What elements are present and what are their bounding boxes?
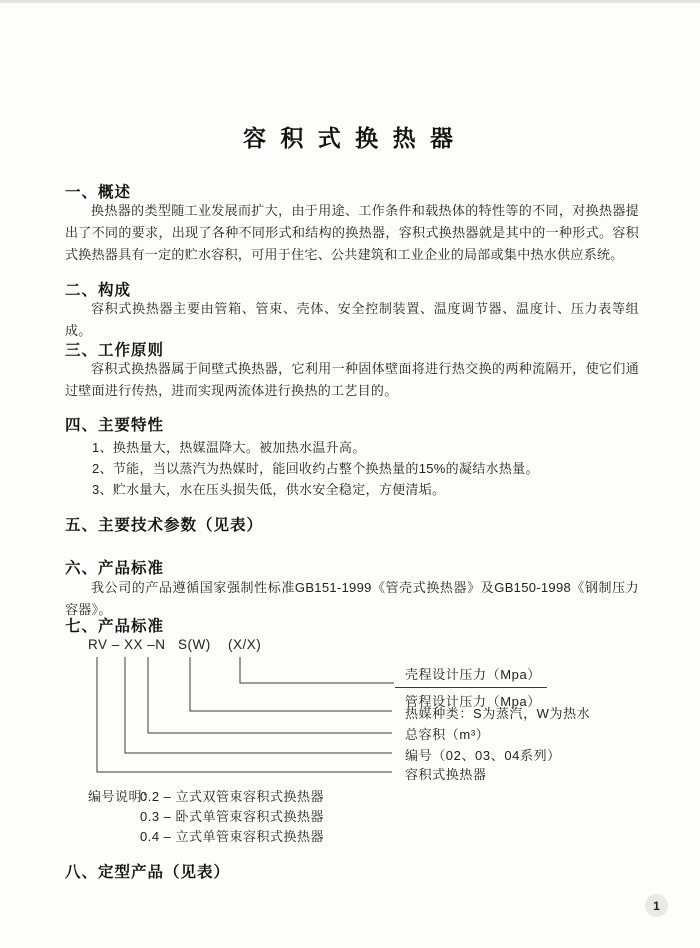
feature-item: 1、换热量大，热媒温降大。被加热水温升高。	[92, 440, 366, 455]
section-body-standard: 我公司的产品遵循国家强制性标准GB151-1999《管壳式换热器》及GB150-1998《钢制压力容器》。	[65, 580, 639, 617]
page-number: 1	[653, 898, 660, 913]
legend-item: 0.2 – 立式双管束容积式换热器	[140, 789, 325, 804]
label-tube-pressure: 管程设计压力（Mpa）	[405, 694, 541, 709]
label-series-number: 编号（02、03、04系列）	[405, 748, 561, 763]
feature-item: 2、节能，当以蒸汽为热媒时，能回收约占整个换热量的15%的凝结水热量。	[92, 461, 539, 476]
section-body-composition: 容积式换热器主要由管箱、管束、壳体、安全控制装置、温度调节器、温度计、压力表等组成。	[65, 301, 639, 338]
section-heading-products: 八、定型产品（见表）	[65, 864, 231, 881]
section-heading-parameters: 五、主要技术参数（见表）	[65, 517, 264, 534]
section-heading-overview: 一、概述	[65, 184, 132, 201]
label-heating-medium: 热媒种类：S为蒸汽，W为热水	[405, 706, 591, 721]
legend-item: 0.4 – 立式单管束容积式换热器	[140, 829, 325, 844]
section-body-overview: 换热器的类型随工业发展而扩大，由于用途、工作条件和载热体的特性等的不同，对换热器提出了不同的要求，出现了各种不同形式和结构的换热器，容积式换热器就是其中的一种形式。容积式换热器具有一定的贮水容积，可用于住宅、公共建筑和工业企业的局部或集中热水供应系统。	[65, 203, 639, 262]
label-shell-pressure: 壳程设计压力（Mpa）	[395, 664, 547, 688]
page-number-badge	[645, 894, 668, 917]
feature-item: 3、贮水量大，水在压头损失低，供水安全稳定，方便清垢。	[92, 482, 446, 497]
page-title: 容 积 式 换 热 器	[243, 125, 457, 151]
section-heading-standard: 六、产品标准	[65, 560, 165, 577]
section-body-principle: 容积式换热器属于间壁式换热器，它利用一种固体壁面将进行热交换的两种流隔开，使它们通过壁面进行传热，进而实现两流体进行换热的工艺目的。	[65, 361, 639, 398]
scan-edge-line	[0, 0, 700, 3]
section-heading-model-code: 七、产品标准	[65, 618, 165, 635]
section-heading-principle: 三、工作原则	[65, 342, 165, 359]
model-code-pressure: (X/X)	[228, 637, 262, 652]
model-code-medium: S(W)	[178, 637, 211, 652]
section-heading-composition: 二、构成	[65, 282, 132, 299]
label-product-type: 容积式换热器	[405, 767, 487, 782]
legend-item: 0.3 – 卧式单管束容积式换热器	[140, 809, 325, 824]
label-total-volume: 总容积（m³）	[405, 727, 490, 742]
model-code-base: RV – XX –N	[88, 637, 166, 652]
section-heading-features: 四、主要特性	[65, 417, 165, 434]
legend-title: 编号说明：	[88, 789, 156, 804]
